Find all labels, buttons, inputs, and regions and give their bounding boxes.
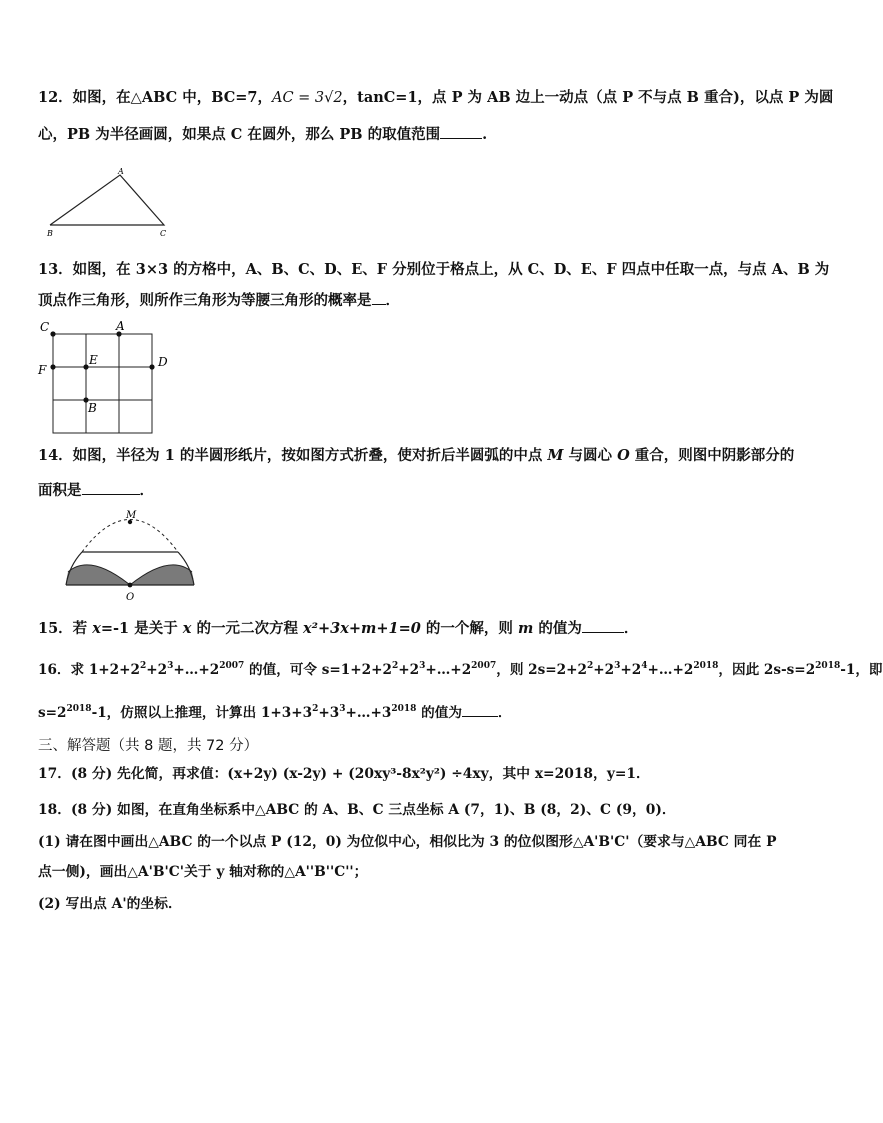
- q16-line2: $s=2^{2018}-1$，仿照以上推理，计算出 $1+3+3^2+3^3+\dots+3^{2018}$ 的值为 ．: [38, 704, 512, 721]
- q16-line1: 16．求 $1+2+2^2+2^3+\dots+2^{2007}$ 的值，可令 $s=1+2+2^2+2^3+\dots+2^{2007}$，则 $2s=2+2^2+2^3+2^4+\dots+2^{2018}$，因此 $2s-s=2^{2018}-1$，即: [38, 661, 883, 678]
- label-m: M: [126, 510, 137, 521]
- q14-line2: 面积是 ．: [38, 482, 154, 499]
- label-c: C: [40, 320, 50, 334]
- q14-line1: 14．如图，半径为 1 的半圆形纸片，按如图方式折叠，使对折后半圆弧的中点 M 与圆心 O 重合，则图中阴影部分的: [38, 447, 795, 464]
- q18-line1: 18．(8 分) 如图，在直角坐标系中△ABC 的 A、B、C 三点坐标 A (7，1)、B (8，2)、C (9，0)．: [38, 802, 676, 818]
- q13-line1: 13．如图，在 3×3 的方格中，A、B、C、D、E、F 分别位于格点上，从 C、D、E、F 四点中任取一点，与点 A、B 为: [38, 261, 830, 278]
- answer-blank-16[interactable]: [462, 702, 498, 717]
- q12-formula: AC = 3√2: [272, 90, 343, 106]
- folded-arc-dashed: [82, 520, 178, 553]
- label-b: B: [47, 229, 53, 238]
- q12-triangle-figure: [40, 165, 180, 240]
- section-heading: 三、解答题（共 8 题，共 72 分）: [38, 738, 259, 754]
- point-d: [149, 364, 154, 369]
- answer-blank-12[interactable]: [440, 124, 482, 139]
- grid-3x3: [53, 334, 152, 433]
- q17-line: 17．(8 分) 先化简，再求值：(x+2y) (x-2y) + (20xy³-8x²y²) ÷4xy，其中 x=2018，y=1．: [38, 766, 650, 782]
- answer-blank-14[interactable]: [82, 480, 140, 495]
- label-o: O: [126, 592, 135, 603]
- label-c: C: [160, 229, 167, 238]
- label-b: B: [88, 401, 97, 415]
- label-e: E: [89, 353, 98, 367]
- q14-semicircle-figure: [60, 505, 205, 605]
- triangle-abc: [50, 175, 164, 225]
- point-f: [50, 364, 55, 369]
- q15-line: 15．若 x=-1 是关于 x 的一元二次方程 x²+3x+m+1=0 的一个解，则 m 的值为 ．: [38, 620, 639, 637]
- q12-line2: 心，PB 为半径画圆，如果点 C 在圆外，那么 PB 的取值范围 .: [38, 126, 488, 143]
- label-a: A: [116, 319, 125, 333]
- q18-line4: (2) 写出点 A'的坐标．: [38, 896, 182, 912]
- q13-grid-figure: [34, 316, 174, 436]
- point-c: [50, 331, 55, 336]
- label-a: A: [118, 167, 124, 176]
- answer-blank-13[interactable]: [372, 290, 386, 305]
- label-d: D: [158, 355, 168, 369]
- point-e: [83, 364, 88, 369]
- q13-line2: 顶点作三角形，则所作三角形为等腰三角形的概率是 ．: [38, 292, 400, 309]
- point-o: [128, 583, 133, 588]
- shaded-region-right: [130, 565, 194, 585]
- q18-line2: (1) 请在图中画出△ABC 的一个以点 P (12，0) 为位似中心，相似比为 3 的位似图形△A'B'C'（要求与△ABC 同在 P: [38, 834, 777, 850]
- q18-line3: 点一侧)，画出△A'B'C'关于 y 轴对称的△A''B''C''；: [38, 864, 368, 880]
- label-f: F: [38, 363, 47, 377]
- shaded-region-left: [66, 565, 130, 585]
- answer-blank-15[interactable]: [582, 618, 624, 633]
- q12-line1: 12．如图，在△ABC 中，BC=7，AC = 3√2，tanC=1，点 P 为 AB 边上一动点（点 P 不与点 B 重合)，以点 P 为圆: [38, 89, 834, 106]
